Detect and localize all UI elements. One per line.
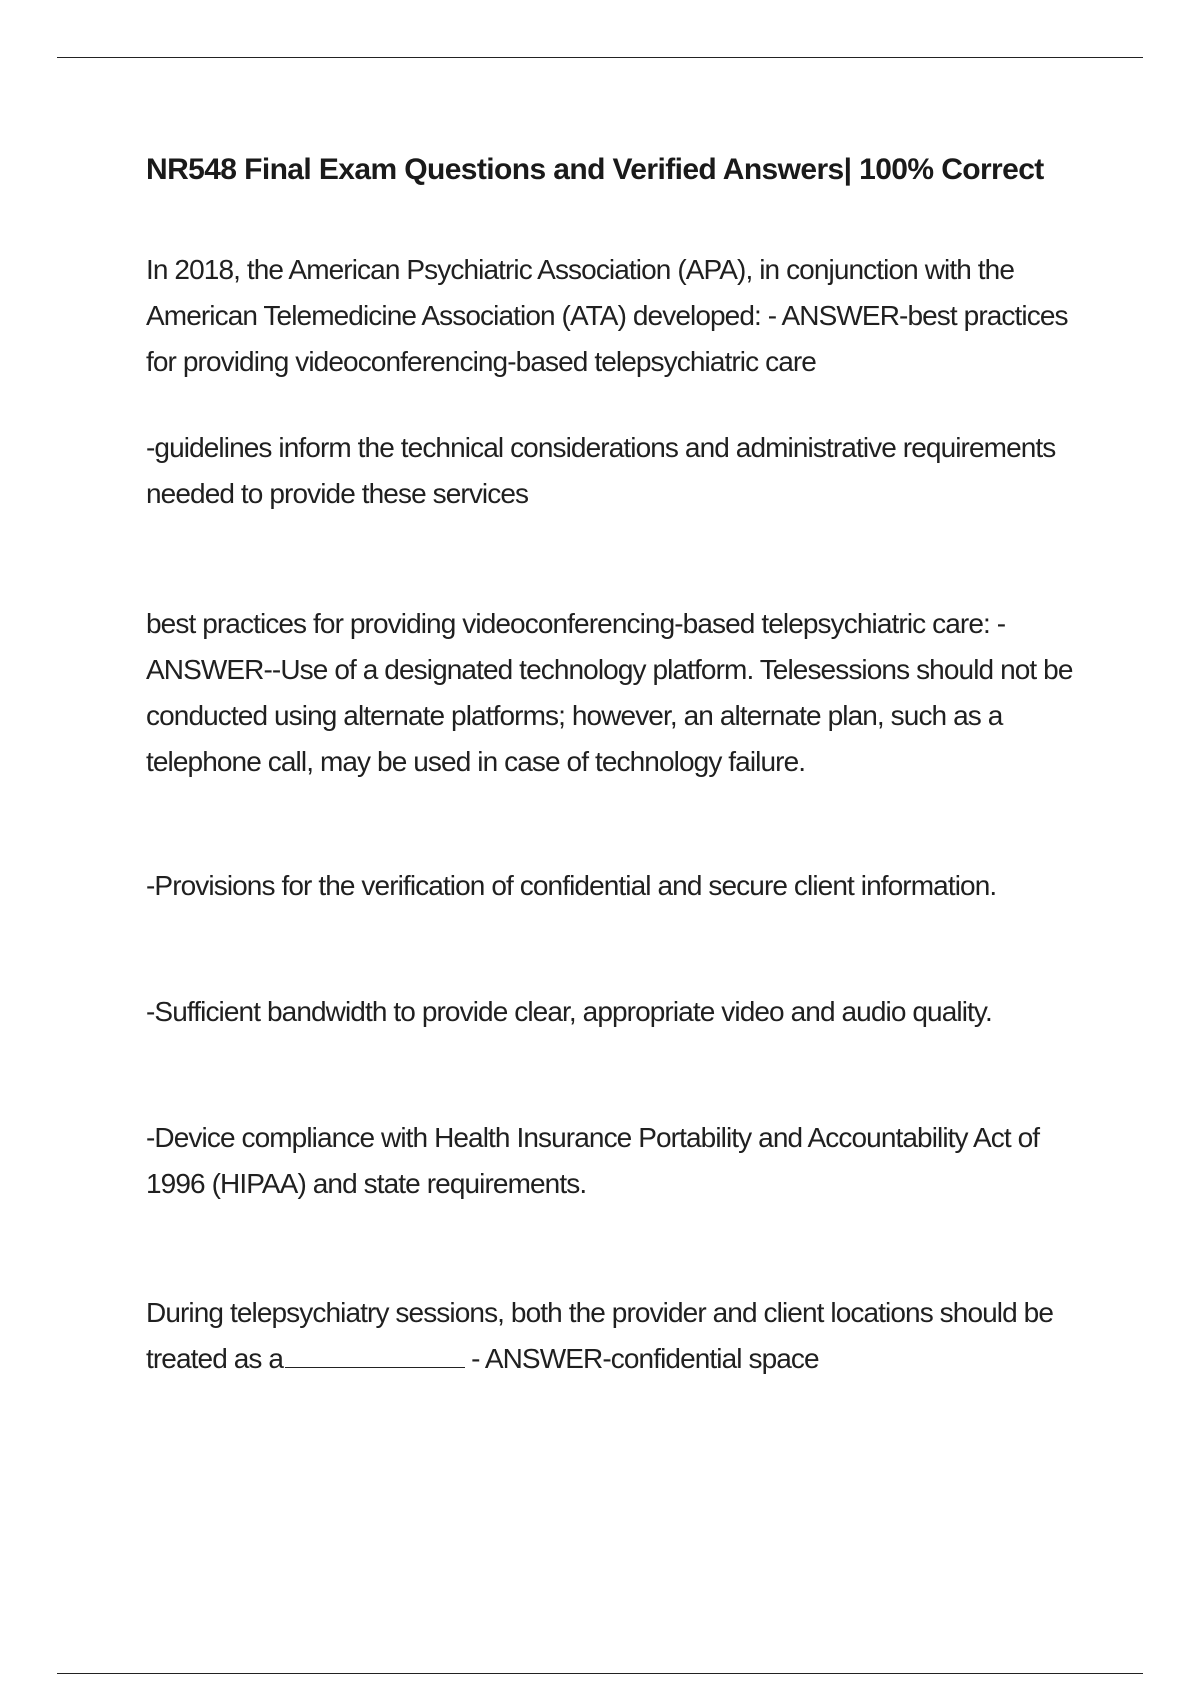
question-2-point-2: -Sufficient bandwidth to provide clear, appropriate video and audio quality. bbox=[146, 996, 992, 1027]
fill-in-blank bbox=[285, 1339, 465, 1368]
question-3 bbox=[146, 1290, 1086, 1382]
bottom-divider bbox=[57, 1673, 1143, 1674]
document-title: NR548 Final Exam Questions and Verified Answers| 100% Correct bbox=[146, 153, 1044, 186]
question-3-prefix: During telepsychiatry sessions, both the provider and client locations should be treated as a bbox=[146, 1297, 1054, 1374]
question-1-note: -guidelines inform the technical considerations and administrative requirements needed to provide these services bbox=[146, 432, 1056, 509]
question-3-answer: - ANSWER-confidential space bbox=[471, 1343, 819, 1374]
top-divider bbox=[57, 57, 1143, 58]
question-1: In 2018, the American Psychiatric Association (APA), in conjunction with the American Telemedicine Association (ATA) developed: - ANSWER-best practices for providing videoconferencing-based telepsychiatric care bbox=[146, 254, 1068, 377]
question-2-point-1: -Provisions for the verification of confidential and secure client information. bbox=[146, 870, 997, 901]
question-2: best practices for providing videoconferencing-based telepsychiatric care: - ANSWER--Use of a designated technology platform. Telesessions should not be conducted using alternate platforms; however, an alternate plan, such as a telephone call, may be used in case of technology failure. bbox=[146, 608, 1073, 777]
question-2-point-3: -Device compliance with Health Insurance Portability and Accountability Act of 1996 (HIPAA) and state requirements. bbox=[146, 1122, 1040, 1199]
